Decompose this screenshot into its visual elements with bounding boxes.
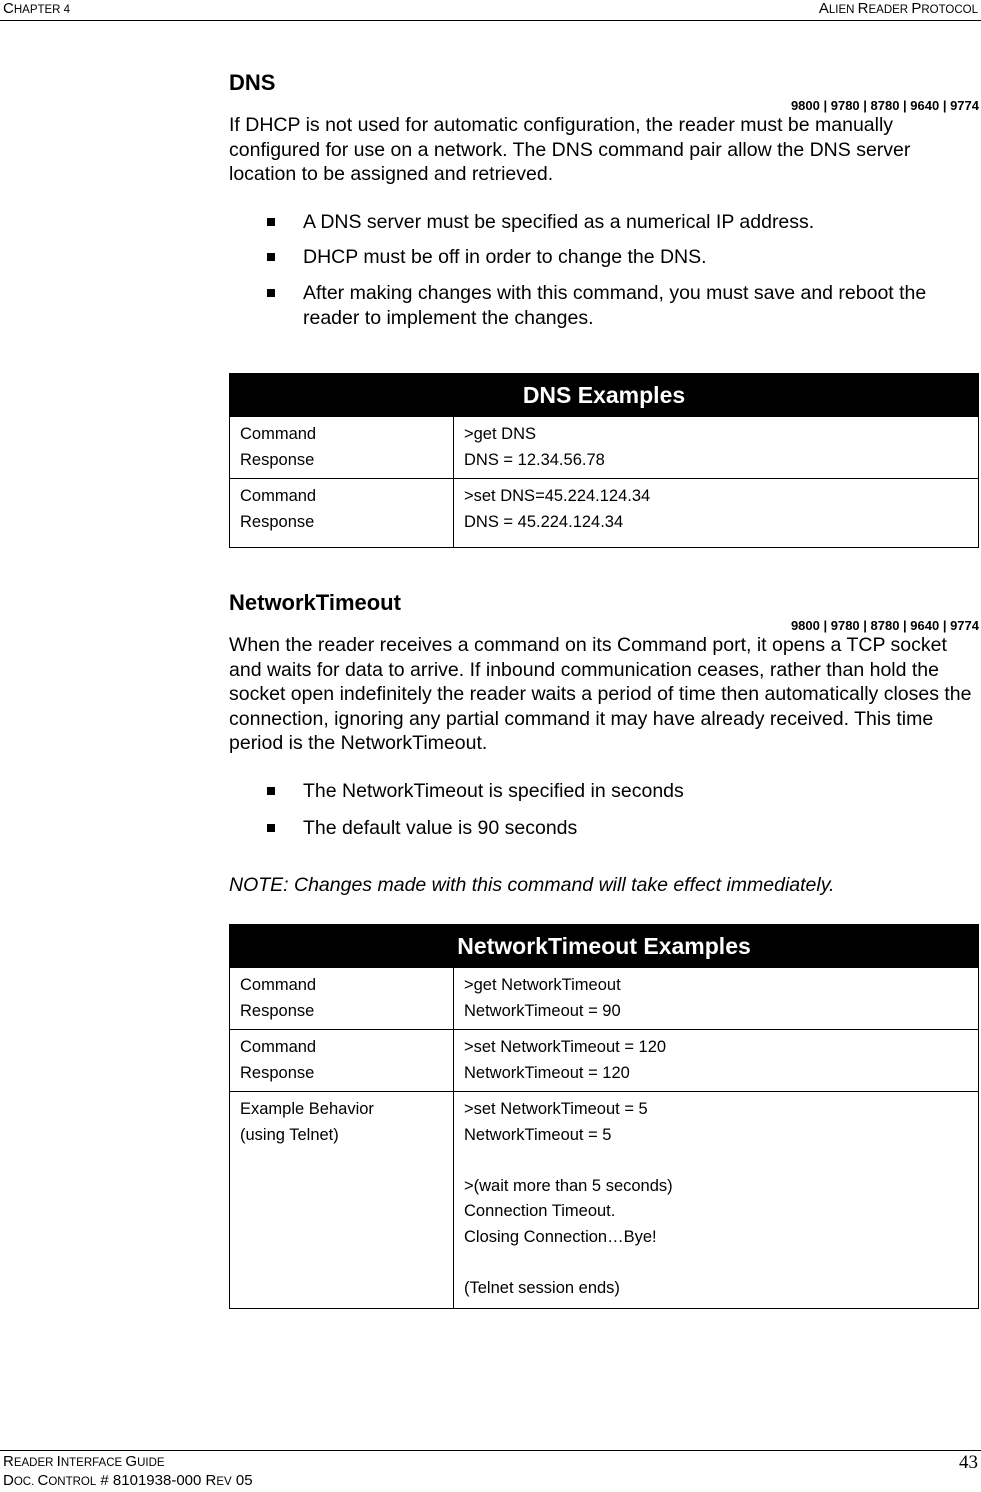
square-bullet-icon [267,289,275,297]
square-bullet-icon [267,824,275,832]
square-bullet-icon [267,787,275,795]
network-timeout-examples-table [229,924,979,1309]
header-rule [0,20,981,21]
list-item: After making changes with this command, you must save and reboot the reader to implement the changes. [229,281,979,330]
table-row: Example Behavior (using Telnet) >set NetworkTimeout = 5 NetworkTimeout = 5 >(wait more than 5 seconds) Connection Timeout. Closing Connection…Bye! (Telnet session ends) [230,1092,979,1309]
page-number: 43 [959,1452,978,1473]
chapter-label: CHAPTER 4 [3,0,71,17]
network-timeout-models: 9800 | 9780 | 8780 | 9640 | 9774 [790,618,979,633]
list-item: A DNS server must be specified as a numerical IP address. [229,210,979,235]
square-bullet-icon [267,253,275,261]
table-row: Command Response >set DNS=45.224.124.34 DNS = 45.224.124.34 [230,479,979,548]
dns-bullet-list [229,210,979,330]
list-item: The NetworkTimeout is specified in seconds [229,779,979,804]
document-title: ALIEN READER PROTOCOL [818,0,978,17]
table-row: Command Response >set NetworkTimeout = 120 NetworkTimeout = 120 [230,1030,979,1092]
dns-heading: DNS [229,70,276,95]
network-timeout-intro: When the reader receives a command on its Command port, it opens a TCP socket and waits for data to arrive. If inbound communication ceases, rather than hold the socket open indefinitely the reader waits a period of time then automatically closes the connection, ignoring any partial command it may have already received. This time period is the NetworkTimeout. [229,634,972,755]
table-row: Command Response >get NetworkTimeout NetworkTimeout = 90 [230,968,979,1030]
list-item: The default value is 90 seconds [229,816,979,841]
footer-guide-title: READER INTERFACE GUIDE [3,1453,165,1470]
network-timeout-table-title: NetworkTimeout Examples [230,925,979,968]
footer-rule [0,1450,981,1451]
network-timeout-bullet-list [229,779,979,840]
dns-intro: If DHCP is not used for automatic configuration, the reader must be manually configured for use on a network. The DNS command pair allow the DNS server location to be assigned and retrieved. [229,114,911,186]
network-timeout-heading: NetworkTimeout [229,590,401,615]
dns-table-title: DNS Examples [230,374,979,417]
dns-models: 9800 | 9780 | 8780 | 9640 | 9774 [790,98,979,113]
table-row: Command Response >get DNS DNS = 12.34.56.78 [230,417,979,479]
footer-doc-control: DOC. CONTROL # 8101938-000 REV 05 [3,1472,253,1489]
network-timeout-note: NOTE: Changes made with this command will take effect immediately. [229,874,835,897]
square-bullet-icon [267,218,275,226]
dns-section [229,70,979,330]
list-item: DHCP must be off in order to change the DNS. [229,245,979,270]
dns-examples-table [229,373,979,548]
network-timeout-examples-table-wrap [229,924,979,1309]
network-timeout-section [229,590,979,897]
dns-examples-table-wrap [229,373,979,548]
